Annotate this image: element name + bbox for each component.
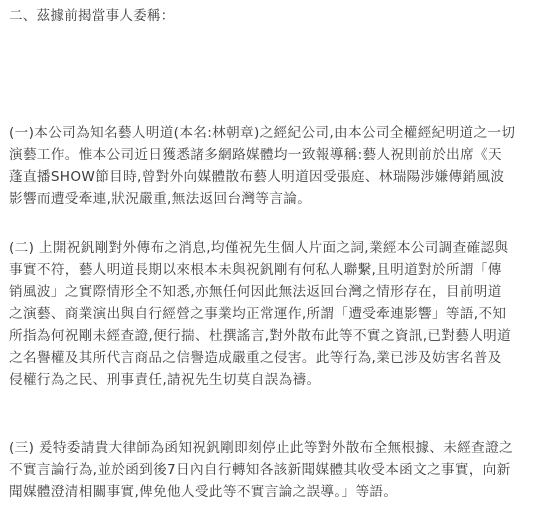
paragraph-line: 之名譽權及其所代言商品之信譽造成嚴重之侵害。此等行為,業已涉及妨害名普及 (9, 350, 502, 366)
paragraph-2 (9, 237, 543, 391)
paragraph-line: 不實言論行為,並於函到後7日內自行轉知各該新聞媒體其收受本函文之事實，向新 (9, 462, 511, 478)
paragraph-line: 侵權行為之民、刑事責任,請祝先生切莫自誤為禱。 (9, 372, 321, 388)
paragraph-line: 所指為何祝剛未經查證,便行揣、杜撰謠言,對外散布此等不實之資訊,已對藝人明道 (9, 328, 512, 344)
paragraph-line: 销風波」之實際情形全不知悉,亦無任何因此無法返回台灣之情形存在，目前明道 (9, 284, 502, 300)
paragraph-line: (二) 上開祝釩剛對外傳布之消息,均僅祝先生個人片面之詞,業經本公司調查確認與 (9, 240, 509, 256)
paragraph-line: 影響而遭受牽連,狀況嚴重,無法返回台灣等言論。 (9, 191, 312, 207)
section-heading: 二、茲據前揭當事人委稱： (9, 8, 175, 24)
paragraph-line: 演藝工作。惟本公司近日獲悉諸多網路媒體均一致報導稱:藝人祝則前於出席《天 (9, 147, 502, 163)
paragraph-3 (9, 437, 543, 503)
paragraph-1 (9, 122, 543, 210)
paragraph-line: (三) 爰特委請貴大律師為函知祝釩剛即刻停止此等對外散布全無根據、未經查證之 (9, 440, 514, 456)
paragraph-line: 聞媒體澄清相關事實,俾免他人受此等不實言論之誤導。」等語。 (9, 484, 398, 500)
paragraph-line: 事實不符，藝人明道長期以來根本未與祝釩剛有何私人聯繫,且明道對於所謂「傳 (9, 262, 502, 278)
paragraph-line: (一)本公司為知名藝人明道(本名:林朝章)之經紀公司,由本公司全權經紀明道之一切 (9, 125, 516, 141)
paragraph-line: 蓬直播SHOW節目時,曾對外向媒體散布藝人明道因受張庭、林瑞陽涉嫌傳銷風波 (9, 169, 505, 185)
paragraph-line: 之演藝、商業演出與自行經營之事業均正常運作,所謂「遭受牽連影響」等語,不知 (9, 306, 507, 322)
